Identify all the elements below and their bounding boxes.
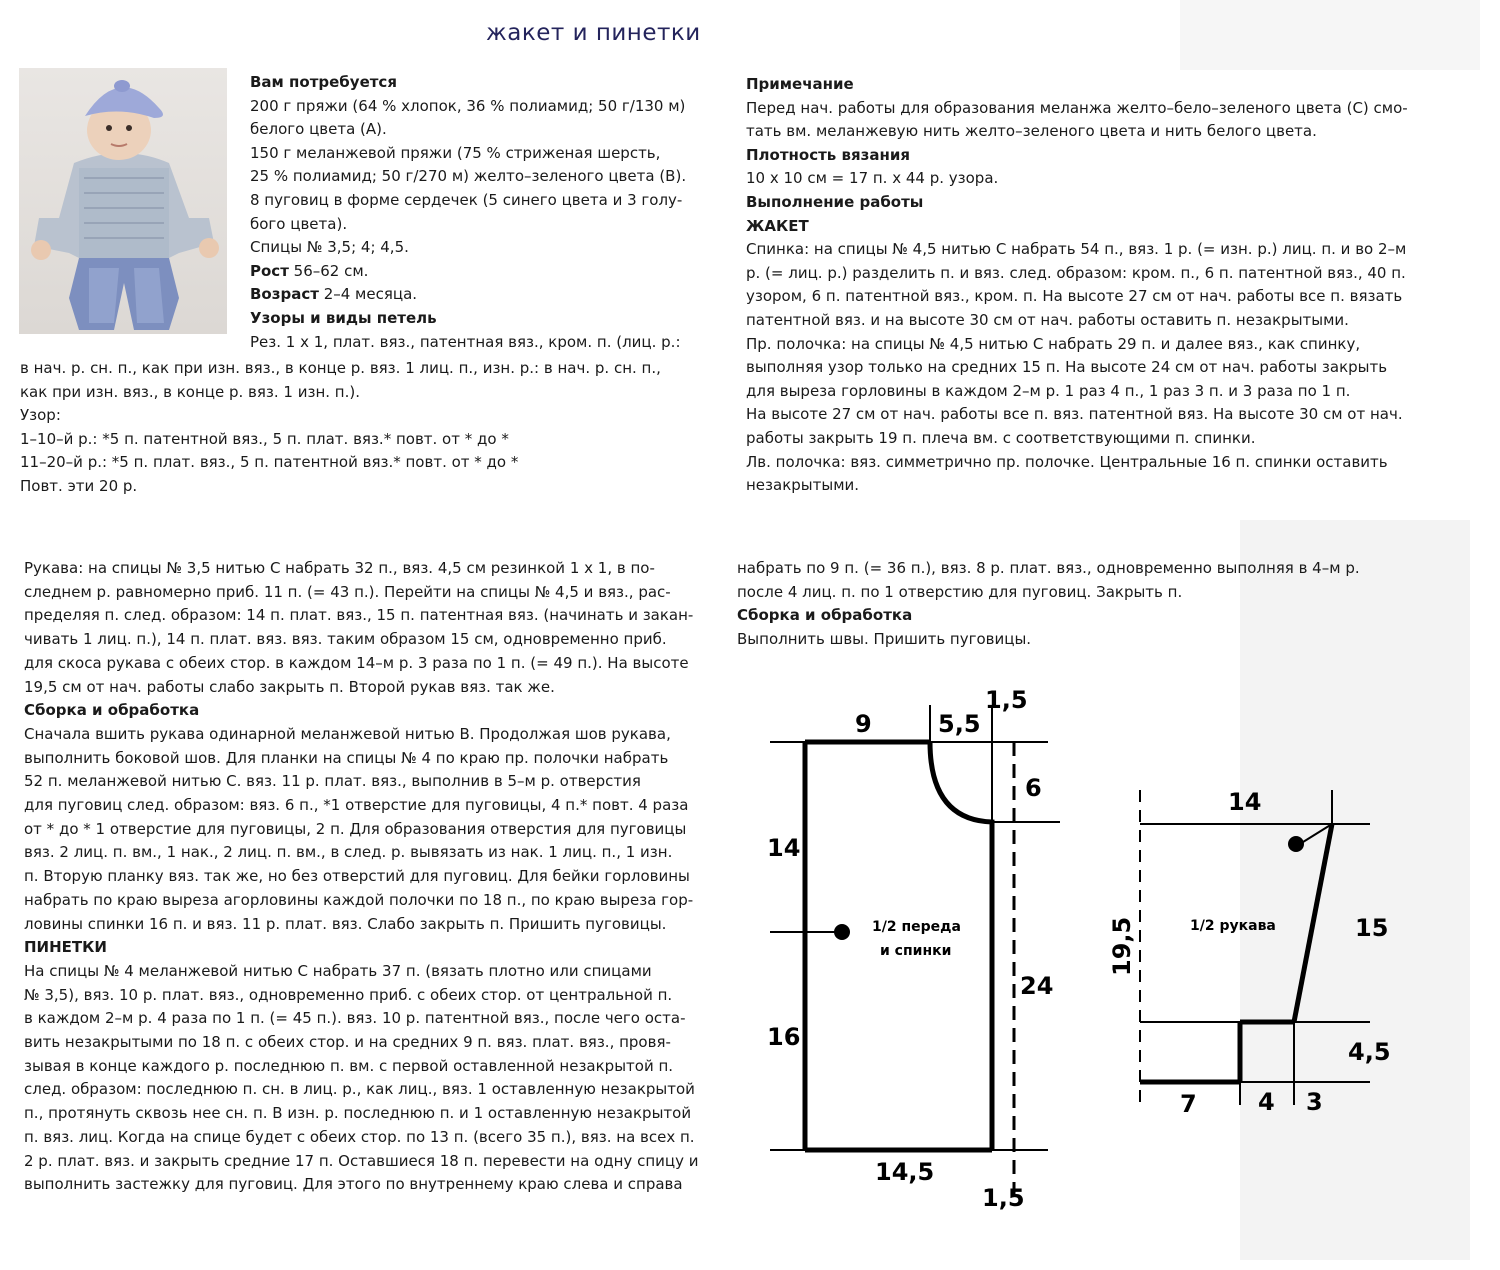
sleeves-line: для скоса рукава с обеих стор. в каждом 14–м р. 3 раза по 1 п. (= 49 п.). На высоте <box>24 653 689 672</box>
dim-label: 19,5 <box>1108 916 1136 976</box>
needed-line: 150 г меланжевой пряжи (75 % стриженая шерсть, <box>250 143 661 162</box>
booties-continuation-block <box>737 557 1417 652</box>
patterns-heading: Узоры и виды петель <box>250 308 437 327</box>
marker-dot <box>1288 836 1304 852</box>
dim-label: 1,5 <box>982 1184 1025 1212</box>
diagram-label: 1/2 рукава <box>1190 918 1276 934</box>
note-line: Перед нач. работы для образования меланжа желто–бело–зеленого цвета (С) смо- <box>746 98 1408 117</box>
density-value: 10 х 10 см = 17 п. х 44 р. узора. <box>746 169 999 188</box>
dim-label: 14,5 <box>875 1158 935 1186</box>
booties-heading: ПИНЕТКИ <box>24 938 107 957</box>
work-line: работы закрыть 19 п. плеча вм. с соответствующими п. спинки. <box>746 428 1256 447</box>
assembly-line: набрать по краю выреза агорловины каждой полочки по 18 п., по краю выреза гор- <box>24 890 694 909</box>
booties-line: выполнить застежку для пуговиц. Для этого по внутреннему краю слева и справа <box>24 1175 683 1194</box>
sleeve-pattern-diagram <box>1100 780 1400 1130</box>
assembly-line: от * до * 1 отверстие для пуговицы, 2 п. Для образования отверстия для пуговицы <box>24 819 687 838</box>
work-line: для выреза горловины в каждом 2–м р. 1 раз 4 п., 1 раз 3 п. и 3 раза по 1 п. <box>746 381 1351 400</box>
dim-label: 9 <box>855 710 872 738</box>
booties-line: п. вяз. лиц. Когда на спице будет с обеих стор. по 13 п. (всего 35 п.), вяз. на всех п. <box>24 1127 695 1146</box>
height-label: Рост <box>250 261 289 280</box>
age-line <box>250 283 720 307</box>
instructions-block <box>746 73 1426 498</box>
age-label: Возраст <box>250 285 319 304</box>
booties-line: вить незакрытыми по 18 п. с обеих стор. и на средних 9 п. вяз. плат. вяз., провя- <box>24 1033 671 1052</box>
booties-line: п., протянуть сквозь нее сн. п. В изн. р. последнюю п. и 1 оставленную незакрытой <box>24 1104 692 1123</box>
materials-block <box>250 71 720 354</box>
booties-line: 2 р. плат. вяз. и закрыть средние 17 п. Оставшиеся 18 п. перевести на одну спицу и <box>24 1151 699 1170</box>
patterns-line: как при изн. вяз., в конце р. вяз. 1 изн. п.). <box>20 382 361 401</box>
body-pattern-diagram <box>760 680 1080 1220</box>
work-line: незакрытыми. <box>746 476 860 495</box>
needed-line: 200 г пряжи (64 % хлопок, 36 % полиамид; 50 г/130 м) <box>250 96 686 115</box>
cont-line: набрать по 9 п. (= 36 п.), вяз. 8 р. плат. вяз., одновременно выполняя в 4–м р. <box>737 559 1360 577</box>
work-line: Пр. полочка: на спицы № 4,5 нитью С набрать 29 п. и далее вяз., как спинку, <box>746 334 1361 353</box>
sleeves-line: пределяя п. след. образом: 14 п. плат. вяз., 15 п. патентная вяз. (начинать и закан- <box>24 606 694 625</box>
assembly-line: 52 п. меланжевой нитью С. вяз. 11 р. плат. вяз., выполнив в 5–м р. отверстия <box>24 772 641 791</box>
note-line: тать вм. меланжевую нить желто–зеленого цвета и нить белого цвета. <box>746 122 1317 141</box>
diagram-label: 1/2 переда <box>872 919 961 935</box>
density-heading: Плотность вязания <box>746 145 910 164</box>
sleeves-line: Рукава: на спицы № 3,5 нитью С набрать 32 п., вяз. 4,5 см резинкой 1 х 1, в по- <box>24 559 655 577</box>
sleeves-line: 19,5 см от нач. работы слабо закрыть п. Второй рукав вяз. так же. <box>24 677 555 696</box>
needed-line: 25 % полиамид; 50 г/270 м) желто–зеленого цвета (В). <box>250 167 687 186</box>
patterns-line: 11–20–й р.: *5 п. плат. вяз., 5 п. патентной вяз.* повт. от * до * <box>20 453 519 472</box>
baby-photo <box>19 68 227 334</box>
dim-label: 7 <box>1180 1090 1197 1118</box>
patterns-first-line: Рез. 1 х 1, плат. вяз., патентная вяз., кром. п. (лиц. р.: <box>250 332 681 351</box>
dim-label: 1,5 <box>985 686 1028 714</box>
dim-label: 5,5 <box>938 710 981 738</box>
work-line: узором, 6 п. патентной вяз., кром. п. На высоте 27 см от нач. работы все п. вязать <box>746 287 1403 306</box>
age-value: 2–4 месяца. <box>323 285 418 304</box>
work-heading: Выполнение работы <box>746 192 924 211</box>
work-line: На высоте 27 см от нач. работы все п. вяз. патентной вяз. На высоте 30 см от нач. <box>746 405 1403 424</box>
dim-label: 16 <box>767 1023 801 1051</box>
final-assembly-heading: Сборка и обработка <box>737 606 913 625</box>
needed-line: Спицы № 3,5; 4; 4,5. <box>250 238 409 257</box>
patterns-line: в нач. р. сн. п., как при изн. вяз., в конце р. вяз. 1 лиц. п., изн. р.: в нач. р. сн. п., <box>20 359 661 377</box>
booties-line: в каждом 2–м р. 4 раза по 1 п. (= 45 п.). вяз. 10 р. патентной вяз., после чего оста- <box>24 1009 686 1028</box>
diagram-label: и спинки <box>880 943 952 959</box>
cont-line: после 4 лиц. п. по 1 отверстию для пуговиц. Закрыть п. <box>737 582 1183 601</box>
patterns-line: Узор: <box>20 406 61 425</box>
baby-illustration <box>19 68 227 334</box>
work-line: патентной вяз. и на высоте 30 см от нач. работы оставить п. незакрытыми. <box>746 310 1349 329</box>
dim-label: 4 <box>1258 1088 1275 1116</box>
patterns-block <box>20 357 720 499</box>
dim-label: 4,5 <box>1348 1038 1391 1066</box>
assembly-line: выполнить боковой шов. Для планки на спицы № 4 по краю пр. полочки набрать <box>24 748 669 767</box>
note-heading: Примечание <box>746 75 854 93</box>
final-assembly-line: Выполнить швы. Пришить пуговицы. <box>737 630 1032 649</box>
booties-line: зывая в конце каждого р. последнюю п. вм. с первой оставленной незакрытой п. <box>24 1056 674 1075</box>
height-value: 56–62 см. <box>293 261 369 280</box>
needed-line: белого цвета (А). <box>250 120 387 139</box>
dim-label: 3 <box>1306 1088 1323 1116</box>
assembly-heading: Сборка и обработка <box>24 701 200 720</box>
assembly-line: вяз. 2 лиц. п. вм., 1 нак., 2 лиц. п. вм., в след. р. вывязать из нак. 1 лиц. п., 1 изн. <box>24 843 673 862</box>
booties-line: На спицы № 4 меланжевой нитью С набрать 37 п. (вязать плотно или спицами <box>24 961 652 980</box>
patterns-line: 1–10–й р.: *5 п. патентной вяз., 5 п. плат. вяз.* повт. от * до * <box>20 429 509 448</box>
assembly-line: ловины спинки 16 п. и вяз. 11 р. плат. вяз. Слабо закрыть п. Пришить пуговицы. <box>24 914 667 933</box>
patterns-line: Повт. эти 20 р. <box>20 476 138 495</box>
assembly-line: п. Вторую планку вяз. так же, но без отверстий для пуговиц. Для бейки горловины <box>24 867 690 886</box>
dim-label: 24 <box>1020 972 1054 1000</box>
dim-label: 14 <box>767 834 801 862</box>
marker-dot <box>834 924 850 940</box>
work-line: Лв. полочка: вяз. симметрично пр. полочке. Центральные 16 п. спинки оставить <box>746 452 1388 471</box>
sleeves-line: следнем р. равномерно приб. 11 п. (= 43 п.). Перейти на спицы № 4,5 и вяз., рас- <box>24 582 671 601</box>
needed-line: 8 пуговиц в форме сердечек (5 синего цвета и 3 голу- <box>250 190 683 209</box>
dim-label: 6 <box>1025 774 1042 802</box>
dim-label: 15 <box>1355 914 1389 942</box>
height-line <box>250 260 720 284</box>
page-title: жакет и пинетки <box>486 20 701 46</box>
adjacent-page-bleed-top <box>1180 0 1480 70</box>
assembly-line: Сначала вшить рукава одинарной меланжевой нитью В. Продолжая шов рукава, <box>24 724 671 743</box>
booties-line: след. образом: последнюю п. сн. в лиц. р., как лиц., вяз. 1 оставленную незакрытой <box>24 1080 695 1099</box>
dim-label: 14 <box>1228 788 1262 816</box>
work-line: р. (= лиц. р.) разделить п. и вяз. след. образом: кром. п., 6 п. патентной вяз., 40 п. <box>746 263 1406 282</box>
work-line: Спинка: на спицы № 4,5 нитью С набрать 54 п., вяз. 1 р. (= изн. р.) лиц. п. и во 2–м <box>746 240 1407 259</box>
assembly-line: для пуговиц след. образом: вяз. 6 п., *1 отверстие для пуговицы, 4 п.* повт. 4 раза <box>24 796 689 815</box>
needed-heading: Вам потребуется <box>250 73 397 91</box>
jacket-heading: ЖАКЕТ <box>746 216 809 235</box>
booties-line: № 3,5), вяз. 10 р. плат. вяз., одновременно приб. с обеих стор. от центральной п. <box>24 985 673 1004</box>
sleeves-assembly-booties-block <box>24 557 704 1197</box>
sleeve-slope <box>1294 824 1332 1022</box>
needed-line: бого цвета). <box>250 214 348 233</box>
sleeves-line: чивать 1 лиц. п.), 14 п. плат. вяз. вяз. таким образом 15 см, одновременно приб. <box>24 630 667 649</box>
work-line: выполняя узор только на средних 15 п. На высоте 24 см от нач. работы закрыть <box>746 358 1388 377</box>
